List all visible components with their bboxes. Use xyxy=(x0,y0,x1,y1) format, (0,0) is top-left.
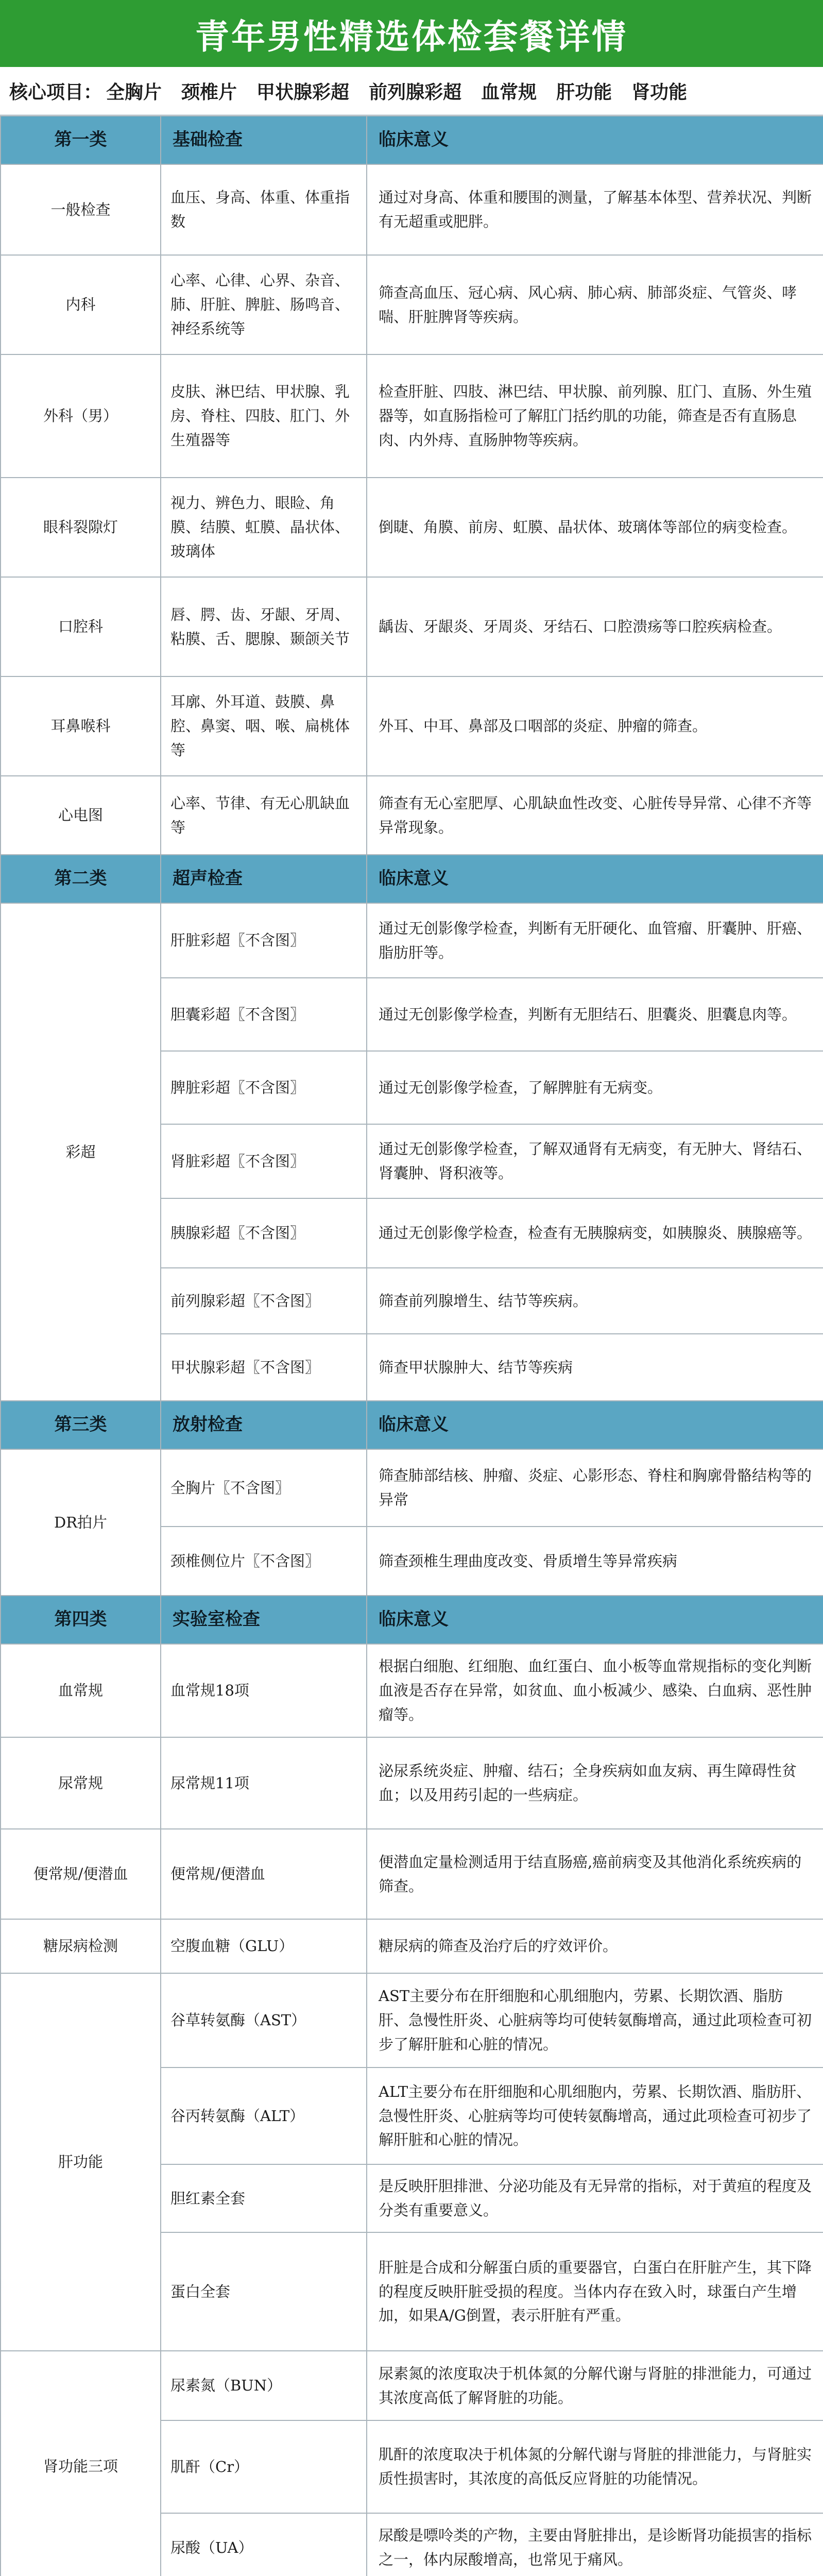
section-header-row xyxy=(1,1596,823,1644)
clinical-meaning-cell: 肌酐的浓度取决于机体氮的分解代谢与肾脏的排泄能力，与肾脏实质性损害时，其浓度的高低反应肾脏的功能情况。 xyxy=(367,2420,823,2513)
table-row xyxy=(1,676,823,776)
category-cell: 尿常规 xyxy=(1,1737,161,1829)
section-category: 第一类 xyxy=(1,116,161,164)
clinical-meaning-cell: 通过无创影像学检查，了解脾脏有无病变。 xyxy=(367,1051,823,1124)
exam-item-cell: 心率、心律、心界、杂音、肺、肝脏、脾脏、肠鸣音、神经系统等 xyxy=(161,255,367,354)
category-cell: 心电图 xyxy=(1,776,161,855)
core-item: 肾功能 xyxy=(631,81,688,103)
core-item: 颈椎片 xyxy=(181,81,237,103)
clinical-meaning-cell: 糖尿病的筛查及治疗后的疗效评价。 xyxy=(367,1919,823,1973)
category-cell: 外科（男） xyxy=(1,354,161,478)
section-column-header: 临床意义 xyxy=(367,855,823,903)
core-items-label: 核心项目： xyxy=(9,81,102,103)
exam-item-cell: 前列腺彩超〖不含图〗 xyxy=(161,1268,367,1334)
core-item: 前列腺彩超 xyxy=(369,81,462,103)
clinical-meaning-cell: 尿酸是嘌呤类的产物，主要由肾脏排出，是诊断肾功能损害的指标之一，体内尿酸增高，也常见于痛风。 xyxy=(367,2513,823,2576)
section-column-header: 放射检查 xyxy=(161,1401,367,1449)
exam-item-cell: 胆红素全套 xyxy=(161,2164,367,2232)
exam-item-cell: 脾脏彩超〖不含图〗 xyxy=(161,1051,367,1124)
table-row xyxy=(1,1919,823,1973)
section-category: 第二类 xyxy=(1,855,161,903)
exam-item-cell: 谷草转氨酶（AST） xyxy=(161,1973,367,2067)
exam-item-cell: 蛋白全套 xyxy=(161,2232,367,2351)
section-header-row xyxy=(1,116,823,164)
clinical-meaning-cell: AST主要分布在肝细胞和心肌细胞内，劳累、长期饮酒、脂肪肝、急慢性肝炎、心脏病等均可使转氨酶增高，通过此项检查可初步了解肝脏和心脏的情况。 xyxy=(367,1973,823,2067)
exam-item-cell: 谷丙转氨酶（ALT） xyxy=(161,2067,367,2164)
table-row xyxy=(1,164,823,255)
table-row xyxy=(1,577,823,676)
exam-item-cell: 颈椎侧位片〖不含图〗 xyxy=(161,1527,367,1596)
table-row xyxy=(1,1449,823,1527)
clinical-meaning-cell: 筛查高血压、冠心病、风心病、肺心病、肺部炎症、气管炎、哮喘、肝脏脾肾等疾病。 xyxy=(367,255,823,354)
clinical-meaning-cell: 泌尿系统炎症、肿瘤、结石；全身疾病如血友病、再生障碍性贫血；以及用药引起的一些病症。 xyxy=(367,1737,823,1829)
table-row xyxy=(1,776,823,855)
clinical-meaning-cell: 通过对身高、体重和腰围的测量，了解基本体型、营养状况、判断有无超重或肥胖。 xyxy=(367,164,823,255)
category-cell: 便常规/便潜血 xyxy=(1,1829,161,1919)
exam-item-cell: 心率、节律、有无心肌缺血等 xyxy=(161,776,367,855)
core-item: 甲状腺彩超 xyxy=(256,81,350,103)
clinical-meaning-cell: 筛查甲状腺肿大、结节等疾病 xyxy=(367,1334,823,1401)
exam-item-cell: 胰腺彩超〖不含图〗 xyxy=(161,1198,367,1268)
exam-item-cell: 肾脏彩超〖不含图〗 xyxy=(161,1124,367,1198)
category-cell: 眼科裂隙灯 xyxy=(1,478,161,577)
exam-item-cell: 尿素氮（BUN） xyxy=(161,2351,367,2420)
category-cell: 口腔科 xyxy=(1,577,161,676)
table-row xyxy=(1,1644,823,1737)
category-cell: 内科 xyxy=(1,255,161,354)
core-item: 肝功能 xyxy=(556,81,612,103)
section-header-row xyxy=(1,855,823,903)
table-row xyxy=(1,1829,823,1919)
exam-item-cell: 视力、辨色力、眼睑、角膜、结膜、虹膜、晶状体、玻璃体 xyxy=(161,478,367,577)
section-column-header: 临床意义 xyxy=(367,116,823,164)
clinical-meaning-cell: 筛查前列腺增生、结节等疾病。 xyxy=(367,1268,823,1334)
exam-item-cell: 胆囊彩超〖不含图〗 xyxy=(161,978,367,1051)
clinical-meaning-cell: 筛查颈椎生理曲度改变、骨质增生等异常疾病 xyxy=(367,1527,823,1596)
table-row xyxy=(1,903,823,978)
clinical-meaning-cell: 通过无创影像学检查，检查有无胰腺病变，如胰腺炎、胰腺癌等。 xyxy=(367,1198,823,1268)
exam-item-cell: 空腹血糖（GLU） xyxy=(161,1919,367,1973)
page-title: 青年男性精选体检套餐详情 xyxy=(0,0,823,67)
category-cell: 肝功能 xyxy=(1,1973,161,2351)
table-row xyxy=(1,1973,823,2067)
section-category: 第四类 xyxy=(1,1596,161,1644)
clinical-meaning-cell: 通过无创影像学检查，判断有无胆结石、胆囊炎、胆囊息肉等。 xyxy=(367,978,823,1051)
core-item: 全胸片 xyxy=(106,81,162,103)
clinical-meaning-cell: 便潜血定量检测适用于结直肠癌,癌前病变及其他消化系统疾病的筛查。 xyxy=(367,1829,823,1919)
exam-item-cell: 唇、腭、齿、牙龈、牙周、粘膜、舌、腮腺、颞颌关节 xyxy=(161,577,367,676)
exam-items-table xyxy=(0,115,823,2576)
category-cell: 耳鼻喉科 xyxy=(1,676,161,776)
exam-item-cell: 血压、身高、体重、体重指数 xyxy=(161,164,367,255)
clinical-meaning-cell: 通过无创影像学检查，了解双通肾有无病变，有无肿大、肾结石、肾囊肿、肾积液等。 xyxy=(367,1124,823,1198)
clinical-meaning-cell: 检查肝脏、四肢、淋巴结、甲状腺、前列腺、肛门、直肠、外生殖器等，如直肠指检可了解肛门括约肌的功能，筛查是否有直肠息肉、内外痔、直肠肿物等疾病。 xyxy=(367,354,823,478)
clinical-meaning-cell: 通过无创影像学检查，判断有无肝硬化、血管瘤、肝囊肿、肝癌、脂肪肝等。 xyxy=(367,903,823,978)
section-column-header: 实验室检查 xyxy=(161,1596,367,1644)
table-row xyxy=(1,2351,823,2420)
table-row xyxy=(1,354,823,478)
clinical-meaning-cell: ALT主要分布在肝细胞和心肌细胞内，劳累、长期饮酒、脂肪肝、急慢性肝炎、心脏病等均可使转氨酶增高，通过此项检查可初步了解肝脏和心脏的情况。 xyxy=(367,2067,823,2164)
exam-item-cell: 肌酐（Cr） xyxy=(161,2420,367,2513)
exam-item-cell: 皮肤、淋巴结、甲状腺、乳房、脊柱、四肢、肛门、外生殖器等 xyxy=(161,354,367,478)
category-cell: 血常规 xyxy=(1,1644,161,1737)
exam-item-cell: 肝脏彩超〖不含图〗 xyxy=(161,903,367,978)
clinical-meaning-cell: 外耳、中耳、鼻部及口咽部的炎症、肿瘤的筛查。 xyxy=(367,676,823,776)
table-row xyxy=(1,1737,823,1829)
category-cell: 糖尿病检测 xyxy=(1,1919,161,1973)
section-category: 第三类 xyxy=(1,1401,161,1449)
section-column-header: 临床意义 xyxy=(367,1596,823,1644)
exam-item-cell: 尿常规11项 xyxy=(161,1737,367,1829)
clinical-meaning-cell: 是反映肝胆排泄、分泌功能及有无异常的指标，对于黄疸的程度及分类有重要意义。 xyxy=(367,2164,823,2232)
core-items-row xyxy=(0,67,823,115)
clinical-meaning-cell: 根据白细胞、红细胞、血红蛋白、血小板等血常规指标的变化判断血液是否存在异常，如贫血、血小板减少、感染、白血病、恶性肿瘤等。 xyxy=(367,1644,823,1737)
core-item: 血常规 xyxy=(481,81,537,103)
section-column-header: 临床意义 xyxy=(367,1401,823,1449)
exam-item-cell: 便常规/便潜血 xyxy=(161,1829,367,1919)
section-column-header: 超声检查 xyxy=(161,855,367,903)
exam-item-cell: 全胸片〖不含图〗 xyxy=(161,1449,367,1527)
exam-item-cell: 耳廓、外耳道、鼓膜、鼻腔、鼻窦、咽、喉、扁桃体等 xyxy=(161,676,367,776)
category-cell: 彩超 xyxy=(1,903,161,1401)
section-header-row xyxy=(1,1401,823,1449)
exam-item-cell: 尿酸（UA） xyxy=(161,2513,367,2576)
section-column-header: 基础检查 xyxy=(161,116,367,164)
clinical-meaning-cell: 倒睫、角膜、前房、虹膜、晶状体、玻璃体等部位的病变检查。 xyxy=(367,478,823,577)
clinical-meaning-cell: 筛查肺部结核、肿瘤、炎症、心影形态、脊柱和胸廓骨骼结构等的异常 xyxy=(367,1449,823,1527)
category-cell: 一般检查 xyxy=(1,164,161,255)
category-cell: DR拍片 xyxy=(1,1449,161,1596)
table-row xyxy=(1,255,823,354)
clinical-meaning-cell: 尿素氮的浓度取决于机体氮的分解代谢与肾脏的排泄能力，可通过其浓度高低了解肾脏的功能。 xyxy=(367,2351,823,2420)
table-row xyxy=(1,478,823,577)
exam-item-cell: 甲状腺彩超〖不含图〗 xyxy=(161,1334,367,1401)
clinical-meaning-cell: 肝脏是合成和分解蛋白质的重要器官，白蛋白在肝脏产生，其下降的程度反映肝脏受损的程度。当体内存在致入时，球蛋白产生增加，如果A/G倒置，表示肝脏有严重。 xyxy=(367,2232,823,2351)
clinical-meaning-cell: 龋齿、牙龈炎、牙周炎、牙结石、口腔溃疡等口腔疾病检查。 xyxy=(367,577,823,676)
clinical-meaning-cell: 筛查有无心室肥厚、心肌缺血性改变、心脏传导异常、心律不齐等异常现象。 xyxy=(367,776,823,855)
category-cell: 肾功能三项 xyxy=(1,2351,161,2576)
exam-item-cell: 血常规18项 xyxy=(161,1644,367,1737)
